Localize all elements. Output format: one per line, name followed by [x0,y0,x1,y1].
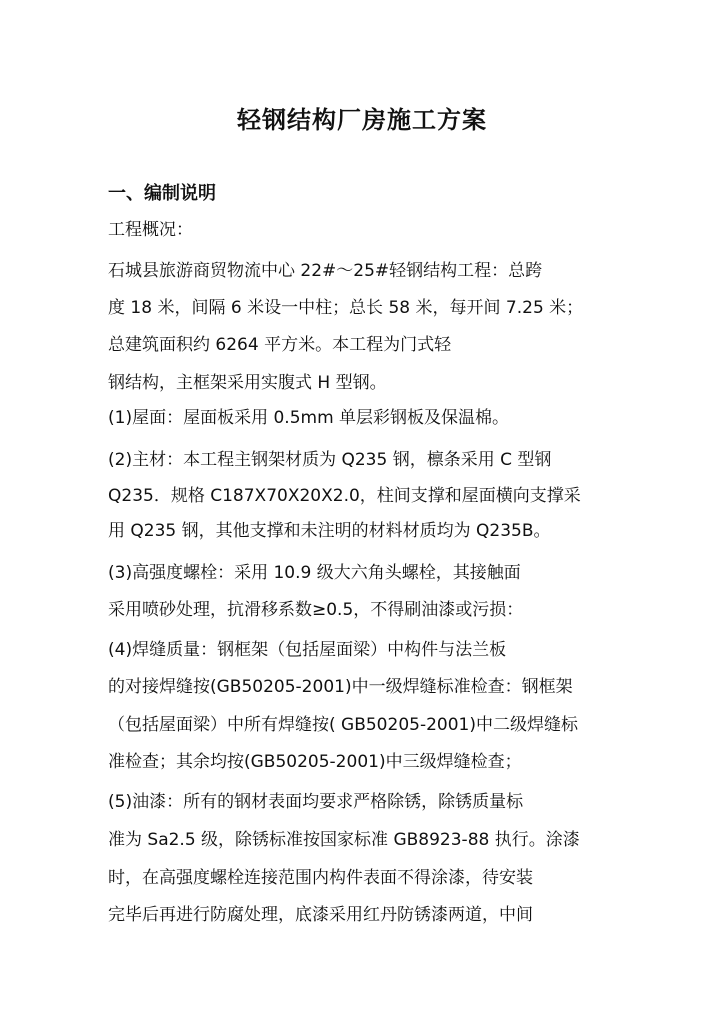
paragraph-line: 石城县旅游商贸物流中心 22#～25#轻钢结构工程：总跨 [108,261,543,281]
section-heading: 一、编制说明 [108,183,216,204]
paragraph-line: (1)屋面：屋面板采用 0.5mm 单层彩钢板及保温棉。 [108,408,510,428]
paragraph-line: (3)高强度螺栓：采用 10.9 级大六角头螺栓，其接触面 [108,563,521,583]
paragraph-line: 准为 Sa2.5 级，除锈标准按国家标准 GB8923-88 执行。涂漆 [108,830,580,850]
paragraph-line: 钢结构，主框架采用实腹式 H 型钢。 [108,373,387,393]
paragraph-line: （包括屋面梁）中所有焊缝按( GB50205-2001)中二级焊缝标 [108,715,578,735]
document-title: 轻钢结构厂房施工方案 [237,106,487,134]
paragraph-line: (5)油漆：所有的钢材表面均要求严格除锈，除锈质量标 [108,792,524,812]
paragraph-line: Q235．规格 C187X70X20X2.0，柱间支撑和屋面横向支撑采 [108,486,581,506]
paragraph-line: (2)主材：本工程主钢架材质为 Q235 钢，檩条采用 C 型钢 [108,450,552,470]
paragraph-line: 度 18 米，间隔 6 米设一中柱；总长 58 米，每开间 7.25 米； [108,298,584,318]
paragraph-line: 工程概况： [108,220,193,240]
paragraph-line: 准检查；其余均按(GB50205-2001)中三级焊缝检查； [108,752,522,772]
paragraph-line: 总建筑面积约 6264 平方米。本工程为门式轻 [108,335,452,355]
paragraph-line: 采用喷砂处理，抗滑移系数≥0.5，不得刷油漆或污损： [108,600,524,620]
paragraph-line: 的对接焊缝按(GB50205-2001)中一级焊缝标准检查：钢框架 [108,677,573,697]
paragraph-line: (4)焊缝质量：钢框架（包括屋面梁）中构件与法兰板 [108,640,507,660]
paragraph-line: 用 Q235 钢，其他支撑和未注明的材料材质均为 Q235B。 [108,521,551,541]
paragraph-line: 时，在高强度螺栓连接范围内构件表面不得涂漆，待安装 [108,868,533,888]
paragraph-line: 完毕后再进行防腐处理，底漆采用红丹防锈漆两道，中间 [108,905,533,925]
